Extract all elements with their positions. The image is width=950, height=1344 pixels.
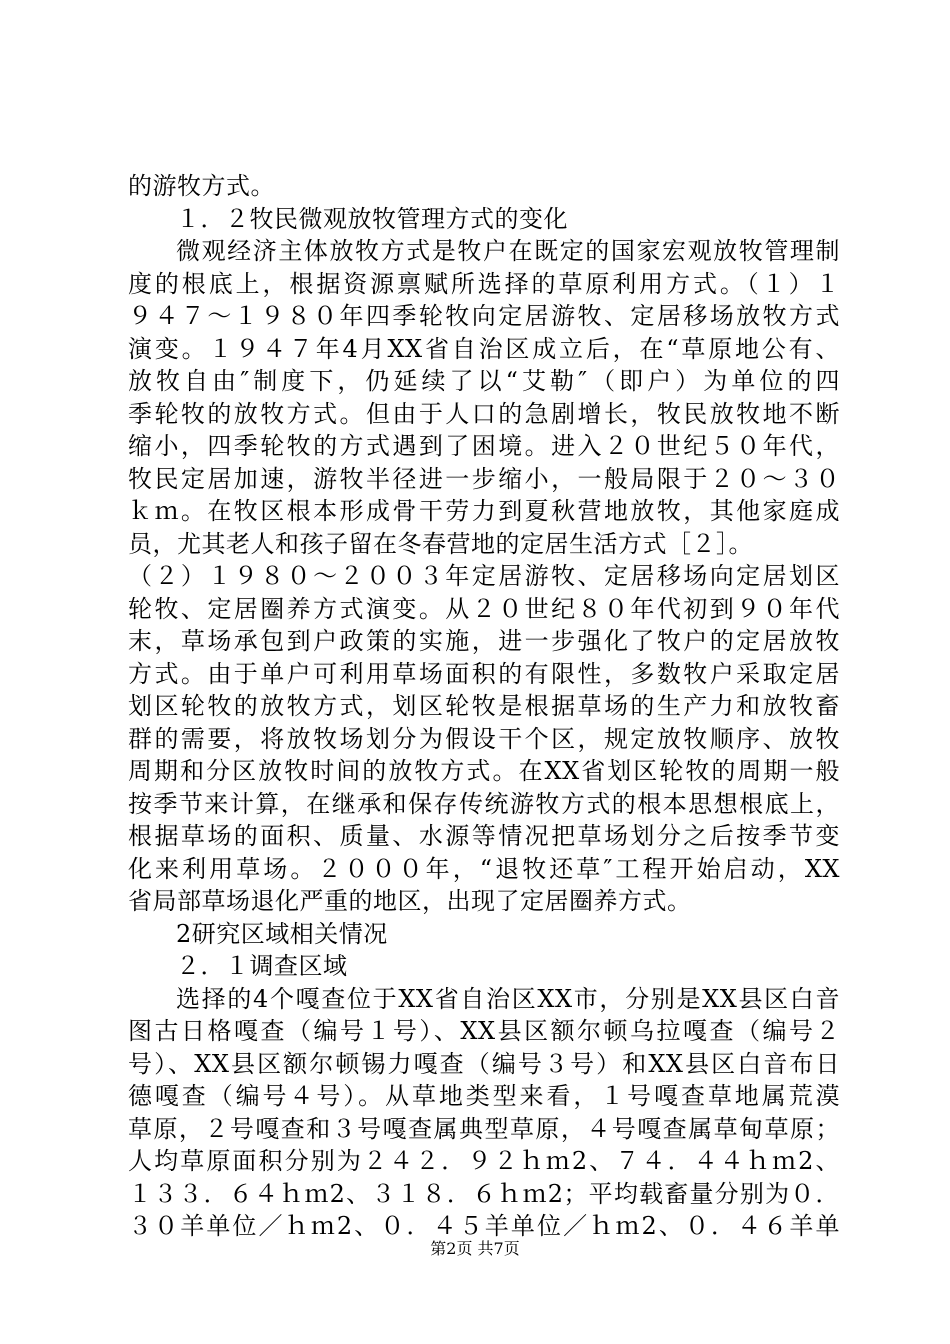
body-line: 号）、XX县区额尔顿锡力嘎查（编号３号）和XX县区白音布日 <box>128 1049 840 1078</box>
body-line: 轮牧、定居圈养方式演变。从２０世纪８０年代初到９０年代 <box>128 594 840 623</box>
body-line: （２）１９８０～２００３年定居游牧、定居移场向定居划区 <box>128 562 840 590</box>
body-line: 员，尤其老人和孩子留在冬春营地的定居生活方式［２］。 <box>128 529 753 558</box>
body-line: 省局部草场退化严重的地区，出现了定居圈养方式。 <box>128 887 692 915</box>
body-line: 划区轮牧的放牧方式，划区轮牧是根据草场的生产力和放牧畜 <box>128 692 840 720</box>
body-line: 牧民定居加速，游牧半径进一步缩小，一般局限于２０～３０ <box>128 464 840 493</box>
body-line: 周期和分区放牧时间的放牧方式。在XX省划区轮牧的周期一般 <box>128 757 840 785</box>
body-line: 季轮牧的放牧方式。但由于人口的急剧增长，牧民放牧地不断 <box>128 399 840 428</box>
body-line: 选择的4个嘎查位于XX省自治区XX市，分别是XX县区白音 <box>176 984 840 1013</box>
body-line: ９４７～１９８０年四季轮牧向定居游牧、定居移场放牧方式 <box>128 302 840 330</box>
body-line: 度的根底上，根据资源禀赋所选择的草原利用方式。（１）１ <box>128 269 840 298</box>
body-line: 放牧自由″制度下，仍延续了以“艾勒″（即户）为单位的四 <box>128 367 840 395</box>
body-line: 末，草场承包到户政策的实施，进一步强化了牧户的定居放牧 <box>128 627 840 655</box>
body-line: 根据草场的面积、质量、水源等情况把草场划分之后按季节变 <box>128 822 840 850</box>
body-line: 缩小，四季轮牧的方式遇到了困境。进入２０世纪５０年代， <box>128 432 840 460</box>
body-line: ３０羊单位／ｈｍ2、０．４５羊单位／ｈｍ2、０．４６羊单 <box>128 1212 840 1240</box>
body-line: 化来利用草场。２０００年，“退牧还草″工程开始启动，XX <box>128 854 840 883</box>
body-line: ｋｍ。在牧区根本形成骨干劳力到夏秋营地放牧，其他家庭成 <box>128 497 840 525</box>
body-line: 按季节来计算，在继承和保存传统游牧方式的根本思想根底上， <box>128 789 840 818</box>
section-heading: １．２牧民微观放牧管理方式的变化 <box>176 204 568 233</box>
body-line: 方式。由于单户可利用草场面积的有限性，多数牧户采取定居 <box>128 659 840 688</box>
body-line: 人均草原面积分别为２４２．９２ｈｍ2、７４．４４ｈｍ2、 <box>128 1147 840 1175</box>
body-line: １３３．６４ｈｍ2、３１８．６ｈｍ2；平均载畜量分别为０． <box>128 1179 840 1208</box>
body-line: 德嘎查（编号４号）。从草地类型来看，１号嘎查草地属荒漠 <box>128 1082 840 1110</box>
section-heading: 2研究区域相关情况 <box>176 919 388 948</box>
body-line: 草原，２号嘎查和３号嘎查属典型草原，４号嘎查属草甸草原； <box>128 1114 840 1143</box>
body-line: 群的需要，将放牧场划分为假设干个区，规定放牧顺序、放牧 <box>128 724 840 753</box>
subsection-heading: ２．１调查区域 <box>176 952 348 980</box>
body-line: 的游牧方式。 <box>128 172 275 200</box>
page-number-footer: 第2页 共7页 <box>430 1239 520 1258</box>
body-line: 微观经济主体放牧方式是牧户在既定的国家宏观放牧管理制 <box>176 237 840 265</box>
body-line: 图古日格嘎查（编号１号）、XX县区额尔顿乌拉嘎查（编号２ <box>128 1017 840 1045</box>
body-line: 演变。１９４７年4月XX省自治区成立后，在“草原地公有、 <box>128 334 840 363</box>
document-body <box>128 170 840 1243</box>
